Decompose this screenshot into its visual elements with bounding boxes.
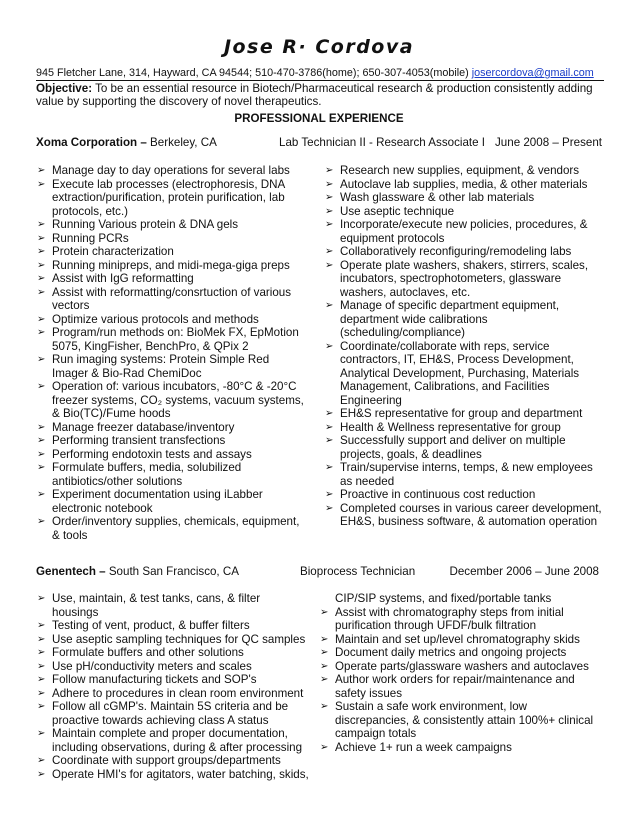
duty-continuation: CIP/SIP systems, and fixed/portable tanks [335,592,552,605]
arrow-bullet-icon: ➢ [325,192,334,203]
email-link[interactable]: josercordova@gmail.com [471,67,594,79]
duty-item [325,178,603,192]
duty-text: Sustain a safe work environment, low discrepancies, & consistently attain 100%+ clinical campaign totals [335,700,594,740]
duty-item [37,164,307,178]
duty-item [37,421,307,435]
job-dates: June 2008 – Present [495,136,602,149]
duty-text: Testing of vent, product, & buffer filters [52,619,250,632]
job-title: Lab Technician II - Research Associate I [279,136,486,149]
duty-text: Use aseptic sampling techniques for QC samples [52,632,306,646]
objective-text: To be an essential resource in Biotech/Pharmaceutical research & production consistently adding value by supporting the discovery of novel therapeutics. [36,82,593,108]
arrow-bullet-icon: ➢ [37,701,46,712]
duty-item [320,660,603,674]
duty-text: Running Various protein & DNA gels [52,218,239,231]
job-location: Berkeley, CA [146,136,217,149]
duty-item [37,633,309,647]
job-company: Xoma Corporation – [36,136,147,149]
duty-item [325,245,603,259]
job-header-xoma [36,136,602,150]
duty-text: Incorporate/execute new policies, procedures, & equipment protocols [340,218,588,245]
duty-text: Performing transient transfections [52,434,226,447]
duty-text: Operate HMI's for agitators, water batching, skids, [52,767,309,781]
arrow-bullet-icon: ➢ [37,219,46,230]
duty-text: Proactive in continuous cost reduction [340,488,536,501]
duty-text: Health & Wellness representative for group [340,420,561,434]
arrow-bullet-icon: ➢ [37,620,46,631]
job-company-location [36,136,217,149]
arrow-bullet-icon: ➢ [325,489,334,500]
duty-item [37,592,309,619]
contact-line [36,67,604,81]
job-xoma-duties-right [325,164,603,529]
duty-item [37,218,307,232]
job-title: Bioprocess Technician [300,565,416,578]
duty-item [37,434,307,448]
duty-text: Use pH/conductivity meters and scales [52,659,252,673]
arrow-bullet-icon: ➢ [37,489,46,500]
arrow-bullet-icon: ➢ [325,435,334,446]
duty-item [325,299,603,340]
duty-item [37,259,307,273]
duty-item [37,754,309,768]
arrow-bullet-icon: ➢ [320,701,329,712]
duty-item [320,606,603,633]
duty-item [37,488,307,515]
job-company: Genentech – [36,565,106,578]
duty-item [37,660,309,674]
arrow-bullet-icon: ➢ [325,178,334,190]
duty-text: Performing endotoxin tests and assays [52,447,252,461]
duty-text: Wash glassware & other lab materials [340,191,535,204]
duty-text: Adhere to procedures in clean room environment [52,686,304,700]
duty-item [37,700,309,727]
duty-text: Formulate buffers and other solutions [52,646,244,659]
section-title: PROFESSIONAL EXPERIENCE [234,112,404,125]
duty-text: Coordinate/collaborate with reps, service contractors, IT, EH&S, Process Development, Analytical Development, Purchasing, Materials Management, Calibrations, and Facilities Engineering [340,339,580,407]
duty-text: Program/run methods on: BioMek FX, EpMotion 5075, KingFisher, BenchPro, & QPix 2 [52,326,299,353]
duty-item [325,218,603,245]
duty-text: Assist with reformatting/consrtuction of various vectors [52,285,292,312]
duty-text: Maintain and set up/level chromatography skids [335,632,580,646]
duty-text: Completed courses in various career development, EH&S, business software, & automation operation [340,501,602,528]
duty-item [37,245,307,259]
arrow-bullet-icon: ➢ [37,593,46,604]
arrow-bullet-icon: ➢ [37,633,46,645]
duty-text: Optimize various protocols and methods [52,312,259,326]
duty-text: Research new supplies, equipment, & vendors [340,164,580,177]
duty-item [320,741,603,755]
duty-text: Assist with IgG reformatting [52,272,194,285]
duty-item [320,646,603,660]
arrow-bullet-icon: ➢ [325,300,334,311]
duty-text: Running PCRs [52,231,129,245]
arrow-bullet-icon: ➢ [37,647,46,658]
resume-name: Jose R· Cordova [223,36,415,58]
duty-text: Train/supervise interns, temps, & new employees as needed [340,461,593,488]
duty-item [37,272,307,286]
arrow-bullet-icon: ➢ [325,246,334,257]
arrow-bullet-icon: ➢ [37,165,46,176]
arrow-bullet-icon: ➢ [37,313,46,325]
duty-item [325,340,603,408]
arrow-bullet-icon: ➢ [325,408,334,419]
arrow-bullet-icon: ➢ [37,327,46,338]
duty-item [325,488,603,502]
duty-text: Follow all cGMP's. Maintain 5S criteria and be proactive towards achieving class A status [52,700,289,727]
arrow-bullet-icon: ➢ [37,674,46,685]
duty-item [325,164,603,178]
duty-item [37,313,307,327]
arrow-bullet-icon: ➢ [37,246,46,257]
duty-text: Use, maintain, & test tanks, cans, & filter housings [52,592,261,619]
job-genentech-duties-right [320,592,603,754]
duty-text: Manage day to day operations for several labs [52,164,290,177]
duty-text: EH&S representative for group and department [340,407,583,420]
duty-item [325,434,603,461]
duty-item [37,380,307,421]
duty-text: Use aseptic technique [340,204,455,218]
arrow-bullet-icon: ➢ [37,687,46,699]
arrow-bullet-icon: ➢ [325,340,334,352]
arrow-bullet-icon: ➢ [325,219,334,230]
duty-text: Assist with chromatography steps from initial purification through UFDF/bulk filtration [335,605,564,632]
arrow-bullet-icon: ➢ [37,516,46,527]
job-location: South San Francisco, CA [105,565,239,578]
duty-item [320,633,603,647]
duty-text: Manage of specific department equipment, department wide calibrations (scheduling/compliance) [340,299,560,339]
duty-text: Formulate buffers, media, solubilized antibiotics/other solutions [52,461,242,488]
duty-item [37,326,307,353]
duty-item [325,191,603,205]
duty-item [37,286,307,313]
job-xoma-duties-left [37,164,307,542]
duty-item [37,619,309,633]
duty-item [37,673,309,687]
arrow-bullet-icon: ➢ [37,421,46,433]
duty-text: Document daily metrics and ongoing projects [335,646,567,659]
objective [36,82,604,108]
duty-text: Execute lab processes (electrophoresis, DNA extraction/purification, protein purification, lab protocols, etc.) [52,177,285,218]
duty-text: Maintain complete and proper documentation, including observations, during & after processing [52,727,303,754]
arrow-bullet-icon: ➢ [325,259,334,271]
job-header-genentech [36,565,602,579]
arrow-bullet-icon: ➢ [37,286,46,298]
arrow-bullet-icon: ➢ [37,660,46,672]
arrow-bullet-icon: ➢ [37,435,46,446]
arrow-bullet-icon: ➢ [37,354,46,365]
arrow-bullet-icon: ➢ [37,768,46,780]
duty-item [37,768,309,782]
arrow-bullet-icon: ➢ [320,674,329,685]
duty-text: Manage freezer database/inventory [52,420,235,434]
duty-item [37,646,309,660]
arrow-bullet-icon: ➢ [37,232,46,244]
duty-item [325,259,603,300]
duty-item [325,205,603,219]
arrow-bullet-icon: ➢ [37,728,46,739]
duty-item [37,461,307,488]
duty-text: Coordinate with support groups/departments [52,754,281,767]
arrow-bullet-icon: ➢ [320,660,329,672]
arrow-bullet-icon: ➢ [37,462,46,473]
duty-text: Operate parts/glassware washers and autoclaves [335,659,589,673]
duty-item [325,461,603,488]
duty-item [320,700,603,741]
arrow-bullet-icon: ➢ [325,502,334,514]
duty-item [325,407,603,421]
arrow-bullet-icon: ➢ [37,273,46,284]
arrow-bullet-icon: ➢ [325,205,334,217]
arrow-bullet-icon: ➢ [320,633,329,645]
duty-item [37,727,309,754]
duty-item [320,673,603,700]
duty-text: Experiment documentation using iLabber electronic notebook [52,488,263,515]
duty-item [37,687,309,701]
duty-text: Operate plate washers, shakers, stirrers, scales, incubators, spectrophotometers, glassware washers, autoclaves, etc. [340,258,589,299]
duty-item [37,232,307,246]
objective-label: Objective: [36,82,93,95]
duty-item [37,353,307,380]
job-company-location [36,565,239,578]
arrow-bullet-icon: ➢ [325,165,334,176]
job-genentech-duties-left [37,592,309,781]
arrow-bullet-icon: ➢ [37,448,46,460]
duty-text: Protein characterization [52,245,174,258]
arrow-bullet-icon: ➢ [320,647,329,658]
duty-text: Collaboratively reconfiguring/remodeling labs [340,245,572,258]
duty-item [325,502,603,529]
duty-text: Run imaging systems: Protein Simple Red Imager & Bio-Rad ChemiDoc [52,353,270,380]
duty-text: Achieve 1+ run a week campaigns [335,740,512,754]
arrow-bullet-icon: ➢ [37,259,46,271]
duty-item [37,448,307,462]
arrow-bullet-icon: ➢ [325,421,334,433]
duty-text: Follow manufacturing tickets and SOP's [52,673,257,686]
duty-text: Successfully support and deliver on multiple projects, goals, & deadlines [340,434,566,461]
contact-address-phones: 945 Fletcher Lane, 314, Hayward, CA 94544; 510-470-3786(home); 650-307-4053(mobile) [36,67,469,79]
arrow-bullet-icon: ➢ [325,462,334,473]
duty-item [325,421,603,435]
duty-text: Running minipreps, and midi-mega-giga preps [52,258,290,272]
duty-item [37,515,307,542]
arrow-bullet-icon: ➢ [37,381,46,392]
duty-text: Autoclave lab supplies, media, & other materials [340,177,588,191]
job-dates: December 2006 – June 2008 [449,565,599,578]
duty-text: Operation of: various incubators, -80°C & -20°C freezer systems, CO₂ systems, vacuum systems, & Bio(TC)/Fume hoods [52,380,304,420]
duty-text: Order/inventory supplies, chemicals, equipment, & tools [52,515,300,542]
arrow-bullet-icon: ➢ [37,755,46,766]
duty-item [37,178,307,219]
duty-text: Author work orders for repair/maintenance and safety issues [335,673,575,700]
arrow-bullet-icon: ➢ [37,178,46,190]
arrow-bullet-icon: ➢ [320,606,329,618]
arrow-bullet-icon: ➢ [320,741,329,753]
